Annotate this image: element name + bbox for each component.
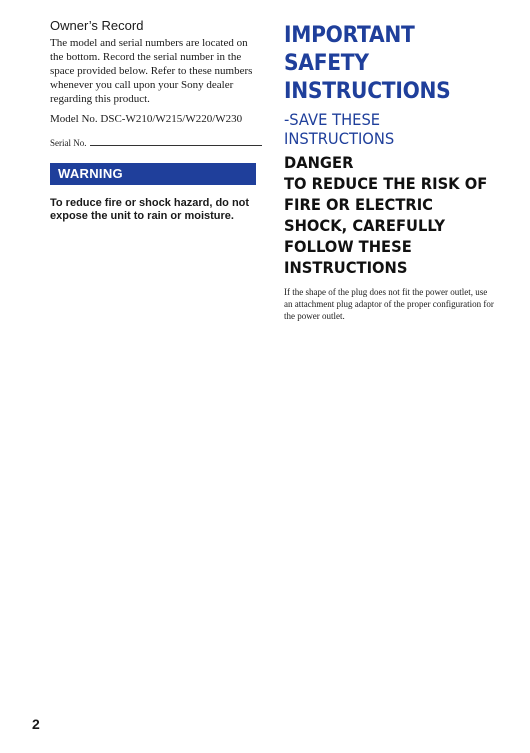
danger-line: INSTRUCTIONS [284, 258, 408, 277]
heading-line: INSTRUCTIONS [284, 79, 451, 104]
danger-line: DANGER [284, 153, 354, 172]
plug-adaptor-note: If the shape of the plug does not fit the power outlet, use an attachment plug adaptor of the proper configuration for the power outlet. [284, 287, 494, 321]
danger-line: SHOCK, CAREFULLY [284, 216, 446, 235]
save-instructions-subheading [284, 110, 496, 148]
important-safety-heading [284, 22, 496, 106]
heading-line: IMPORTANT [284, 23, 415, 48]
danger-line: FIRE OR ELECTRIC [284, 195, 433, 214]
safety-instructions-column [284, 22, 494, 322]
owners-record-column [50, 18, 256, 223]
serial-number-label: Serial No. [50, 138, 87, 148]
page-number: 2 [32, 716, 40, 732]
heading-line: SAFETY [284, 51, 369, 76]
warning-text: To reduce fire or shock hazard, do not expose the unit to rain or moisture. [50, 197, 250, 222]
model-number-line: Model No. DSC-W210/W215/W220/W230 [50, 113, 243, 125]
warning-banner: WARNING [50, 163, 256, 185]
subheading-line: -SAVE THESE [284, 110, 381, 129]
danger-line: TO REDUCE THE RISK OF [284, 174, 488, 193]
owners-record-body: The model and serial numbers are located on the bottom. Record the serial number in the space provided below. Refer to these numbers whenever you call upon your Sony dealer regarding this product. [50, 37, 253, 105]
serial-number-line [50, 136, 256, 148]
danger-line: FOLLOW THESE [284, 237, 412, 256]
subheading-line: INSTRUCTIONS [284, 129, 395, 148]
serial-number-blank [90, 136, 262, 146]
danger-heading [284, 152, 496, 278]
owners-record-title: Owner’s Record [50, 18, 144, 33]
